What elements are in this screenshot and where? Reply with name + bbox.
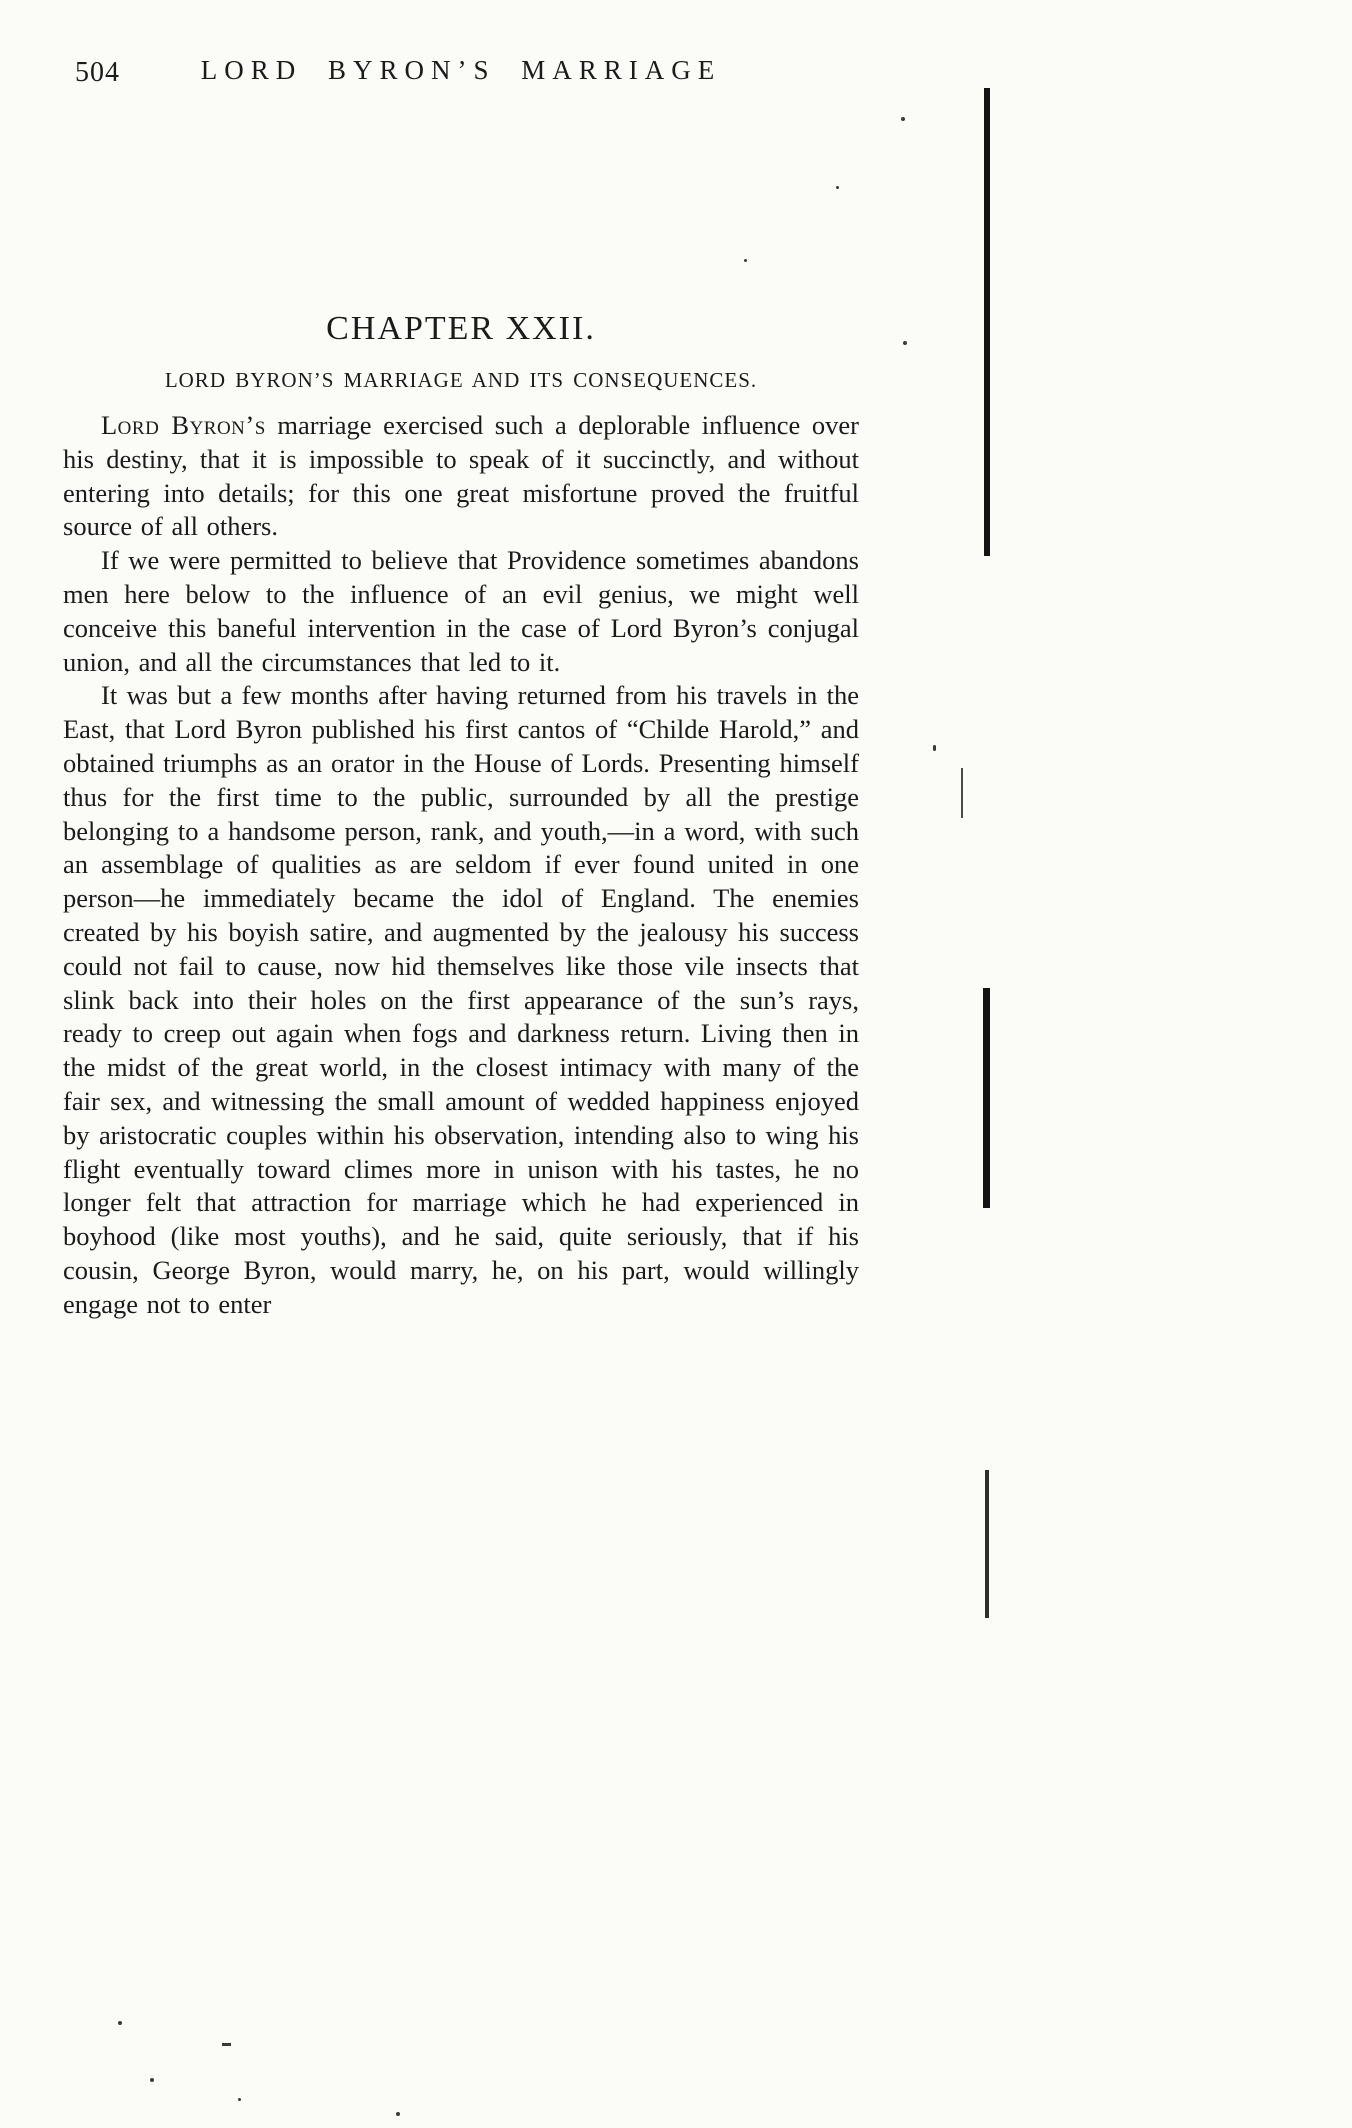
paragraph-lead: Lord Byron’s [101,410,266,440]
scan-speck [901,117,905,121]
scan-speck [933,745,936,751]
text-column [63,310,859,1322]
body-paragraph [63,679,859,1321]
scan-speck [222,2043,231,2046]
scan-speck [836,186,839,189]
scan-speck [396,2112,400,2116]
chapter-subtitle: LORD BYRON’S MARRIAGE AND ITS CONSEQUENCES. [164,368,758,392]
paragraph-text: marriage exercised such a deplorable influence over his destiny, that it is impossible to speak of it succinctly, and without entering into details; for this one great misfortune proved the fruitful source of all others. [63,410,859,542]
body-paragraph [63,409,859,544]
page-number: 504 [75,57,120,88]
scan-gutter-bar [983,988,990,1208]
chapter-title: CHAPTER XXII. [326,310,596,347]
scan-speck [118,2021,122,2025]
page-header [63,55,859,95]
scan-speck [238,2098,241,2101]
running-header-title: LORD BYRON’S MARRIAGE [200,55,722,85]
scan-line-artifact [961,768,963,818]
scan-gutter-bar [984,88,990,556]
scan-speck [744,259,747,262]
paragraph-text: It was but a few months after having returned from his travels in the East, that Lord Byron published his first cantos of “Childe Harold,” and obtained triumphs as an orator in the House of Lords. Presenting himself thus for the first time to the public, surrounded by all the prestige belonging to a handsome person, rank, and youth,—in a word, with such an assemblage of qualities as are seldom if ever found united in one person—he immediately became the idol of England. The enemies created by his boyish satire, and augmented by the jealousy his success could not fail to cause, now hid themselves like those vile insects that slink back into their holes on the first appearance of the sun’s rays, ready to creep out again when fogs and darkness return. Living then in the midst of the great world, in the closest intimacy with many of the fair sex, and witnessing the small amount of wedded happiness enjoyed by aristocratic couples within his observation, intending also to wing his flight eventually toward climes more in unison with his tastes, he no longer felt that attraction for marriage which he had experienced in boyhood (like most youths), and he said, quite seriously, that if his cousin, George Byron, would marry, he, on his part, would willingly engage not to enter [63,680,859,1319]
scan-speck [903,341,907,345]
scan-speck [150,2078,154,2082]
paragraph-text: If we were permitted to believe that Providence sometimes abandons men here below to the influence of an evil genius, we might well conceive this baneful intervention in the case of Lord Byron’s conjugal union, and all the circumstances that led to it. [63,545,859,677]
scan-gutter-bar [985,1470,989,1618]
body-paragraph [63,544,859,679]
